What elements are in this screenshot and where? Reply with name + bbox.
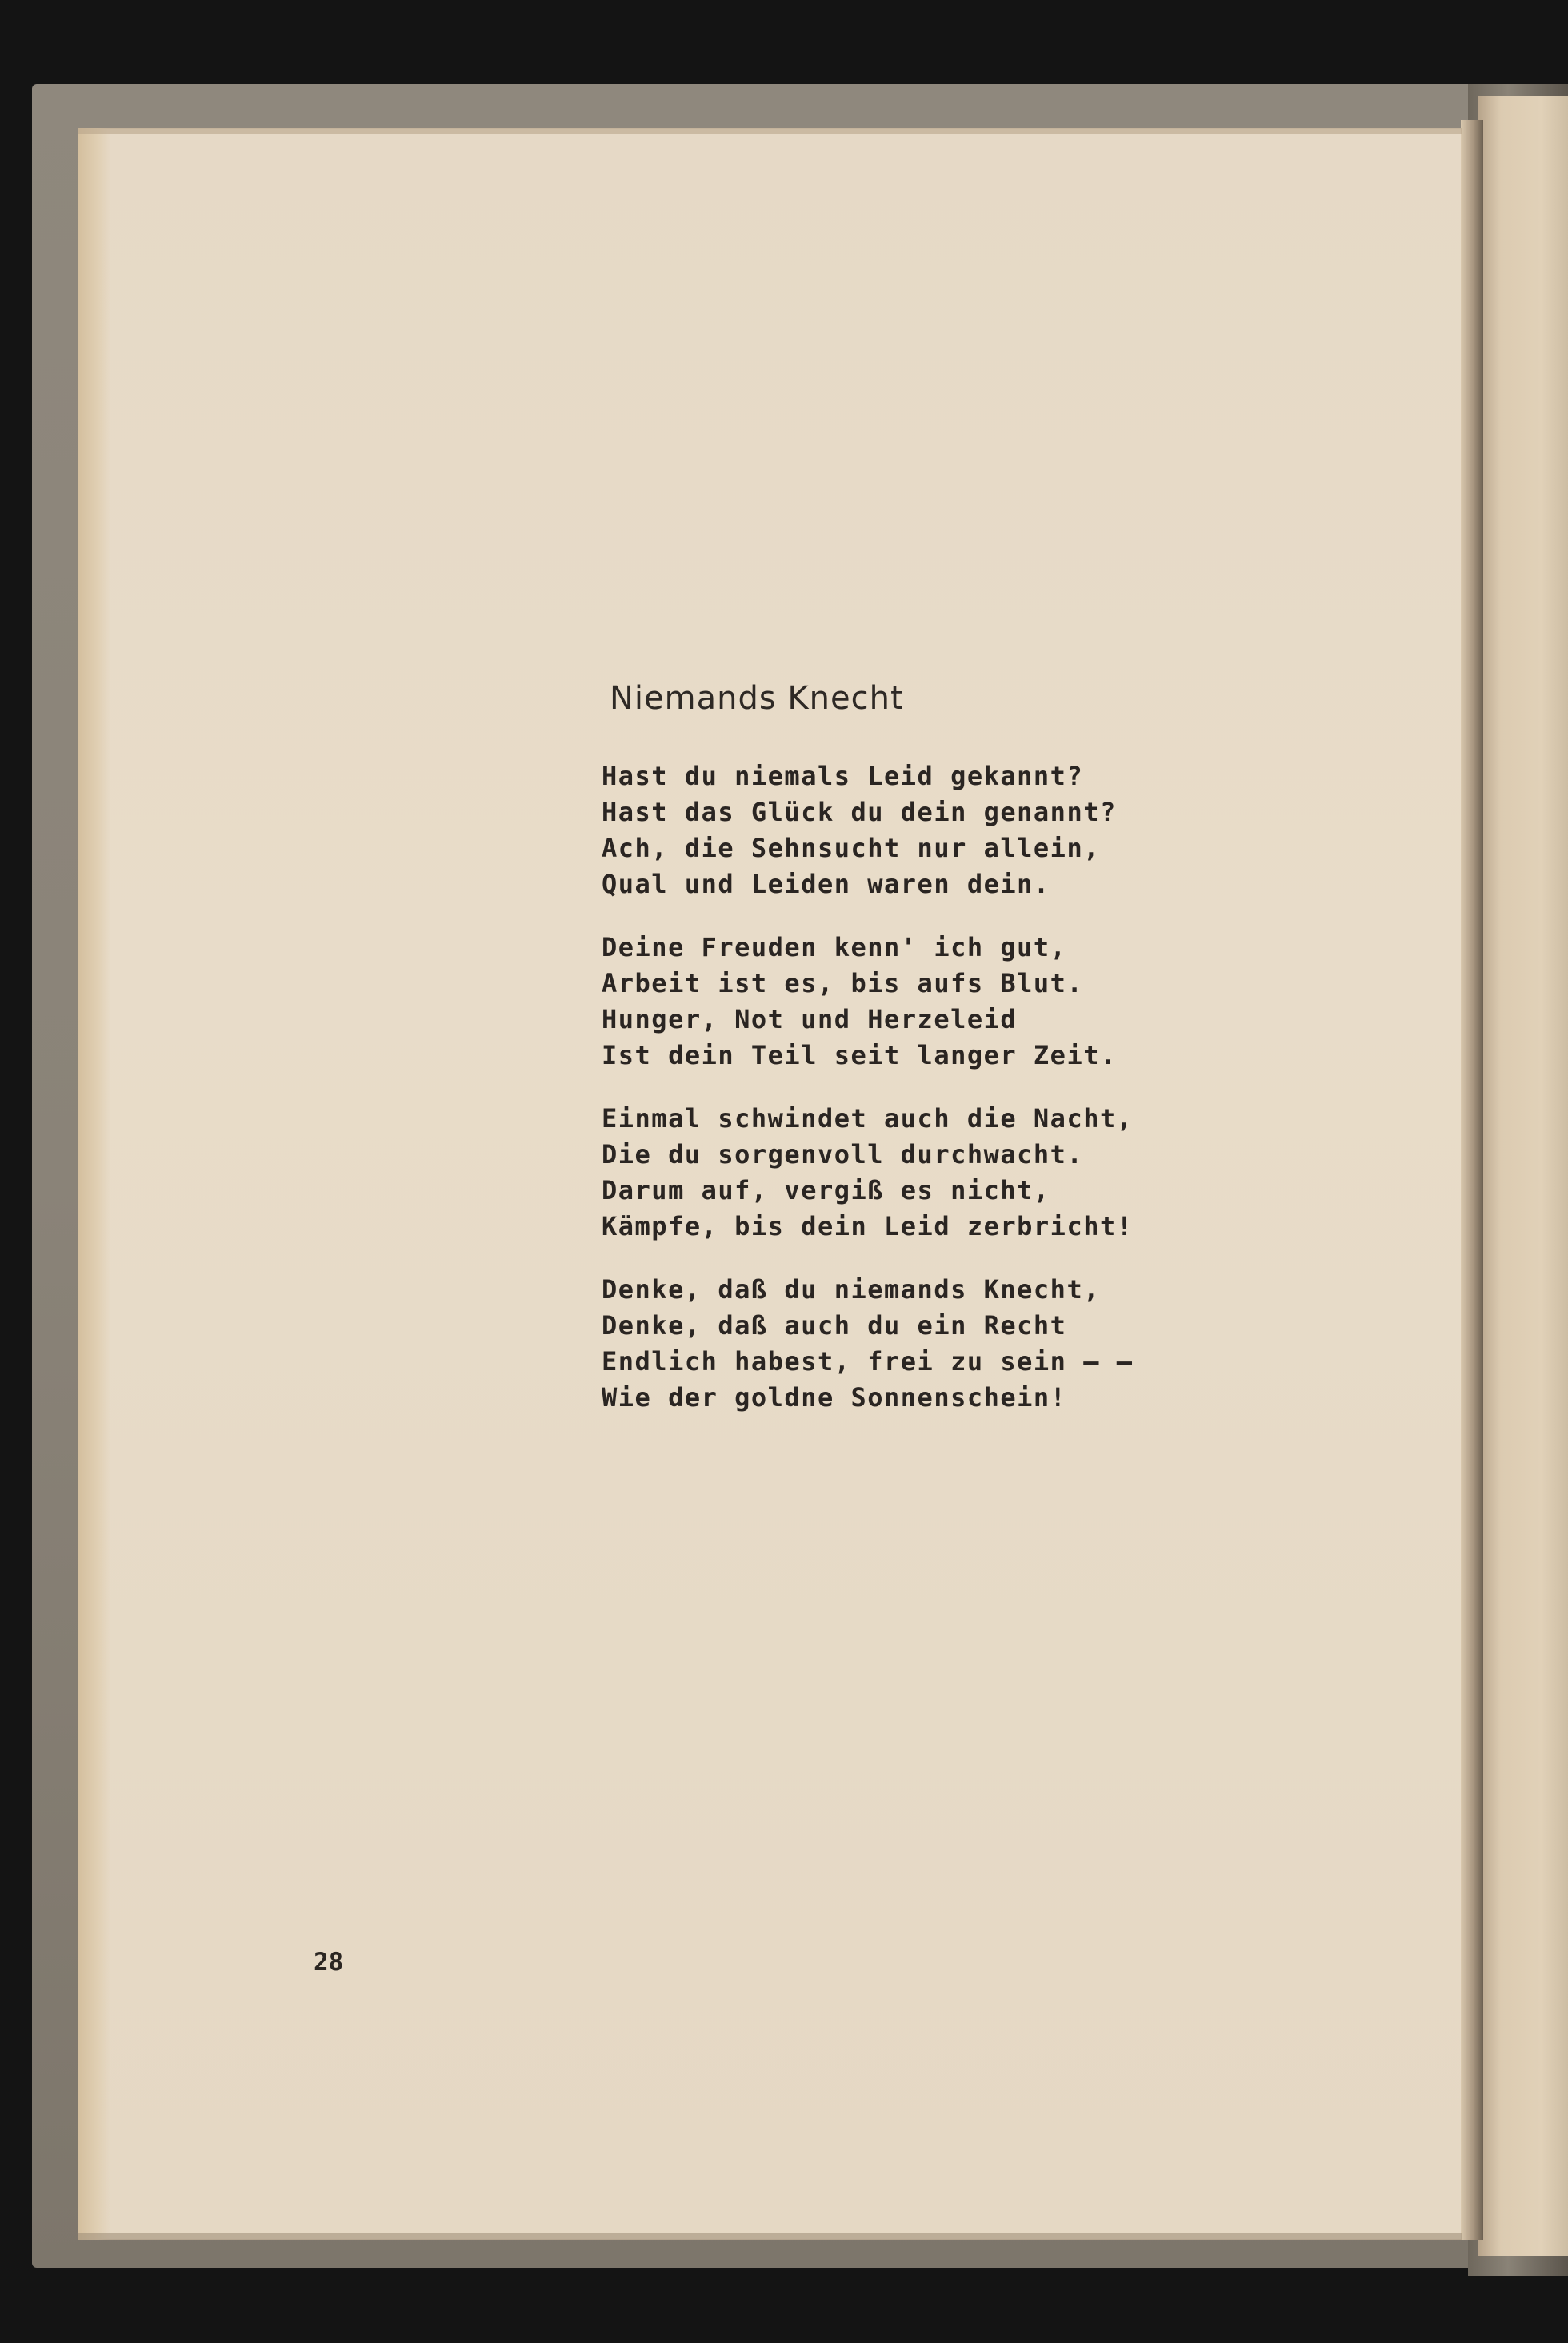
poem-line: Hast das Glück du dein genannt? bbox=[602, 797, 1117, 827]
poem-line: Denke, daß auch du ein Recht bbox=[602, 1310, 1067, 1341]
poem-line: Denke, daß du niemands Knecht, bbox=[602, 1274, 1100, 1305]
stanza-4 bbox=[602, 1272, 1322, 1416]
facing-page bbox=[1478, 96, 1568, 2256]
poem-line: Ach, die Sehnsucht nur allein, bbox=[602, 833, 1100, 863]
poem-line: Die du sorgenvoll durchwacht. bbox=[602, 1139, 1084, 1170]
poem-line: Endlich habest, frei zu sein — — bbox=[602, 1346, 1134, 1377]
poem-line: Qual und Leiden waren dein. bbox=[602, 869, 1050, 899]
page-edge-top bbox=[78, 128, 1462, 134]
poem-line: Hunger, Not und Herzeleid bbox=[602, 1004, 1018, 1034]
poem-line: Arbeit ist es, bis aufs Blut. bbox=[602, 968, 1084, 998]
poem-title: Niemands Knecht bbox=[610, 680, 904, 717]
poem-line: Darum auf, vergiß es nicht, bbox=[602, 1175, 1050, 1205]
page-gutter bbox=[1461, 120, 1483, 2240]
poem-line: Einmal schwindet auch die Nacht, bbox=[602, 1103, 1134, 1134]
poem-line: Ist dein Teil seit langer Zeit. bbox=[602, 1040, 1117, 1070]
poem-line: Kämpfe, bis dein Leid zerbricht! bbox=[602, 1211, 1134, 1241]
page-edge-left bbox=[78, 128, 110, 2240]
stanza-1 bbox=[602, 758, 1322, 902]
poem-line: Deine Freuden kenn' ich gut, bbox=[602, 932, 1067, 962]
poem-line: Hast du niemals Leid gekannt? bbox=[602, 761, 1084, 791]
page-edge-bottom bbox=[78, 2233, 1462, 2240]
stanza-2 bbox=[602, 930, 1322, 1074]
page-number: 28 bbox=[314, 1948, 344, 1977]
stanza-3 bbox=[602, 1101, 1322, 1245]
poem bbox=[602, 680, 1322, 1443]
poem-line: Wie der goldne Sonnenschein! bbox=[602, 1382, 1067, 1413]
